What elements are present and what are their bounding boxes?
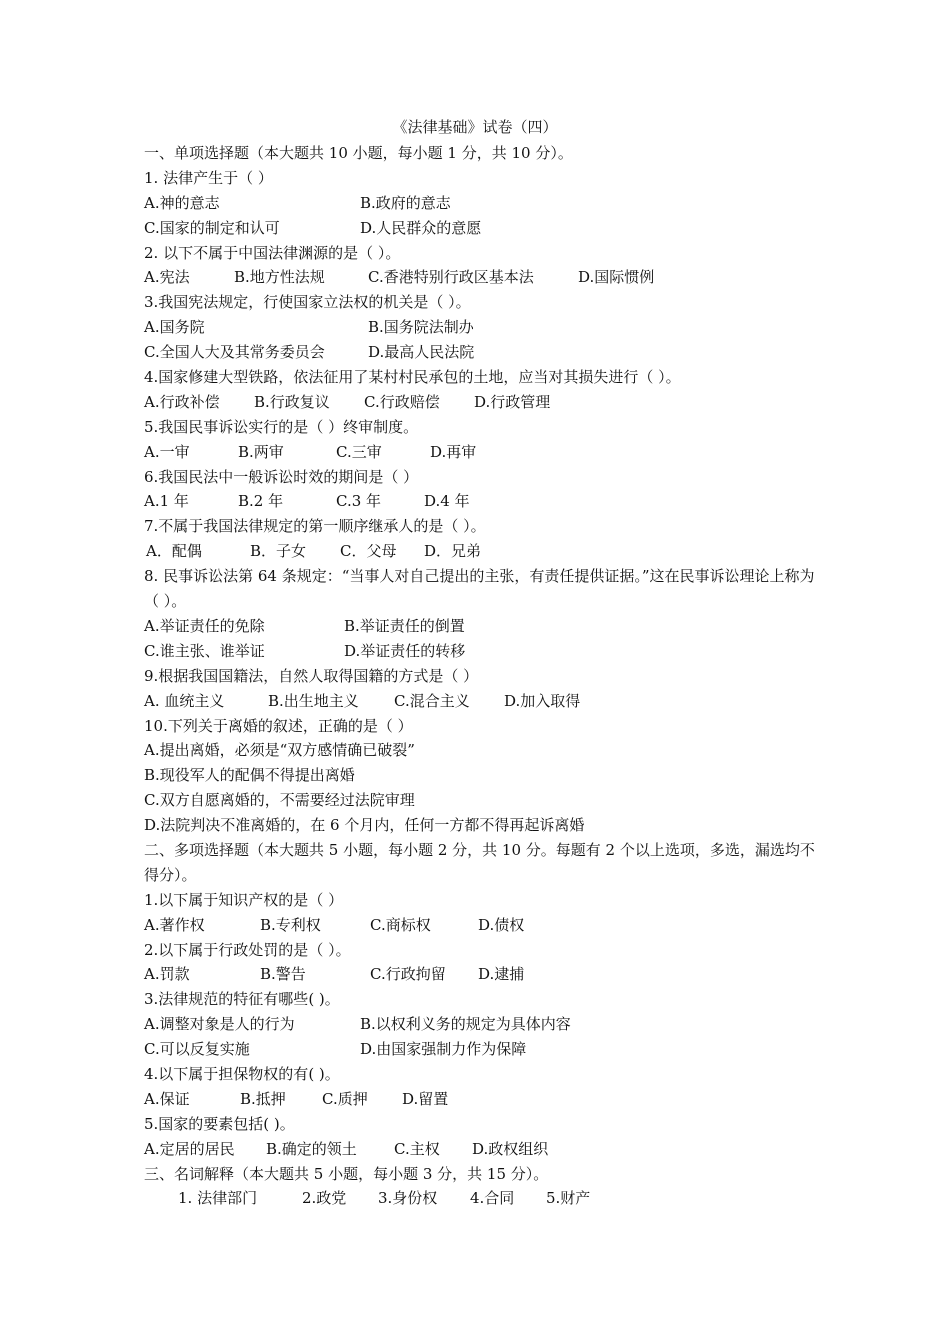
option-b: B.两审 bbox=[238, 442, 284, 461]
option-b: B.2 年 bbox=[238, 492, 284, 511]
option-c: C.国家的制定和认可 bbox=[144, 218, 280, 237]
option-a: A.调整对象是人的行为 bbox=[144, 1015, 295, 1034]
question-stem: 7.不属于我国法律规定的第一顺序继承人的是（ ）。 bbox=[144, 517, 486, 536]
options-row bbox=[144, 614, 824, 639]
options-row bbox=[144, 1137, 824, 1162]
option-a: A.宪法 bbox=[144, 268, 190, 287]
section-header-single-choice: 一、单项选择题（本大题共 10 小题，每小题 1 分，共 10 分）。 bbox=[144, 144, 573, 162]
option-d: D.由国家强制力作为保障 bbox=[360, 1040, 527, 1059]
option-c: C.商标权 bbox=[370, 915, 431, 934]
option-c: C.质押 bbox=[322, 1089, 368, 1108]
options-row bbox=[144, 489, 824, 514]
terms-row bbox=[144, 1186, 824, 1211]
option-a: A.罚款 bbox=[144, 965, 190, 984]
options-row bbox=[144, 1087, 824, 1112]
option-d: D.行政管理 bbox=[474, 392, 551, 411]
question-stem: 10.下列关于离婚的叙述，正确的是（ ） bbox=[144, 716, 413, 735]
option-b: B.以权利义务的规定为具体内容 bbox=[360, 1015, 571, 1034]
options-row bbox=[144, 440, 824, 465]
option-b: B．子女 bbox=[250, 542, 307, 561]
option-a: A.国务院 bbox=[144, 318, 205, 337]
option-d: D.政权组织 bbox=[472, 1139, 549, 1158]
option-d: D.举证责任的转移 bbox=[344, 641, 466, 660]
section-header-term-definitions: 三、名词解释（本大题共 5 小题，每小题 3 分，共 15 分）。 bbox=[144, 1164, 549, 1183]
option-a: A.著作权 bbox=[144, 915, 205, 934]
option-c: C.行政拘留 bbox=[370, 965, 446, 984]
question-stem: 1.以下属于知识产权的是（ ） bbox=[144, 890, 344, 909]
exam-content bbox=[144, 141, 824, 1211]
option-a: A.神的意志 bbox=[144, 193, 220, 212]
question-stem: 9.根据我国国籍法，自然人取得国籍的方式是（ ） bbox=[144, 666, 479, 685]
option-b: B.政府的意志 bbox=[360, 193, 451, 212]
option-d: D.最高人民法院 bbox=[368, 343, 475, 362]
option-b: B.国务院法制办 bbox=[368, 318, 474, 337]
question-stem: 2.以下属于行政处罚的是（ ）。 bbox=[144, 940, 351, 959]
option-d: D.再审 bbox=[430, 442, 477, 461]
question-stem: 2. 以下不属于中国法律渊源的是（ ）。 bbox=[144, 243, 401, 262]
options-row bbox=[144, 390, 824, 415]
page-title: 《法律基础》试卷（四） bbox=[392, 118, 558, 136]
option-c: C.混合主义 bbox=[394, 691, 470, 710]
option-a: A.提出离婚，必须是“双方感情确已破裂” bbox=[144, 741, 415, 760]
option-d: D.加入取得 bbox=[504, 691, 581, 710]
options-row bbox=[144, 1012, 824, 1037]
option-a: A.举证责任的免除 bbox=[144, 616, 265, 635]
options-row bbox=[144, 539, 824, 564]
options-row bbox=[144, 689, 824, 714]
options-row bbox=[144, 1037, 824, 1062]
options-row bbox=[144, 265, 824, 290]
options-row bbox=[144, 962, 824, 987]
option-c: C.3 年 bbox=[336, 492, 382, 511]
option-b: B.警告 bbox=[260, 965, 306, 984]
question-stem: 3.法律规范的特征有哪些( )。 bbox=[144, 990, 340, 1009]
option-d: D.国际惯例 bbox=[578, 268, 655, 287]
option-d: D.人民群众的意愿 bbox=[360, 218, 482, 237]
options-row bbox=[144, 191, 824, 216]
question-stem: 4.国家修建大型铁路，依法征用了某村村民承包的土地，应当对其损失进行（ ）。 bbox=[144, 368, 681, 387]
option-b: B.举证责任的倒置 bbox=[344, 616, 465, 635]
option-c: C.双方自愿离婚的，不需要经过法院审理 bbox=[144, 791, 415, 810]
option-a: A.定居的居民 bbox=[144, 1139, 235, 1158]
term-item: 4.合同 bbox=[470, 1189, 515, 1208]
option-d: D.债权 bbox=[478, 915, 525, 934]
option-c: C.谁主张、谁举证 bbox=[144, 641, 265, 660]
option-c: C.主权 bbox=[394, 1139, 440, 1158]
option-b: B.行政复议 bbox=[254, 392, 330, 411]
term-item: 1. 法律部门 bbox=[178, 1189, 258, 1208]
options-row bbox=[144, 315, 824, 340]
option-b: B.地方性法规 bbox=[234, 268, 325, 287]
option-b: B.专利权 bbox=[260, 915, 321, 934]
question-stem: 5.我国民事诉讼实行的是（ ）终审制度。 bbox=[144, 417, 419, 436]
option-b: B.现役军人的配偶不得提出离婚 bbox=[144, 766, 355, 785]
option-c: C．父母 bbox=[340, 542, 397, 561]
options-row bbox=[144, 913, 824, 938]
option-d: D．兄弟 bbox=[424, 542, 482, 561]
option-a: A.保证 bbox=[144, 1089, 190, 1108]
option-b: B.出生地主义 bbox=[268, 691, 359, 710]
question-stem: 8. 民事诉讼法第 64 条规定：“当事人对自己提出的主张，有责任提供证据。”这在民事诉讼理论上称为（ ）。 bbox=[144, 567, 815, 611]
option-a: A.一审 bbox=[144, 442, 190, 461]
option-c: C.香港特别行政区基本法 bbox=[368, 268, 534, 287]
option-a: A.1 年 bbox=[144, 492, 189, 511]
question-stem: 1. 法律产生于（ ） bbox=[144, 168, 273, 187]
option-d: D.法院判决不准离婚的，在 6 个月内，任何一方都不得再起诉离婚 bbox=[144, 816, 585, 835]
question-stem: 5.国家的要素包括( )。 bbox=[144, 1114, 295, 1133]
option-c: C.可以反复实施 bbox=[144, 1040, 250, 1059]
question-stem: 3.我国宪法规定，行使国家立法权的机关是（ ）。 bbox=[144, 293, 471, 312]
options-row bbox=[144, 639, 824, 664]
option-c: C.全国人大及其常务委员会 bbox=[144, 343, 325, 362]
term-item: 3.身份权 bbox=[378, 1189, 438, 1208]
question-stem: 4.以下属于担保物权的有( )。 bbox=[144, 1065, 340, 1084]
option-b: B.抵押 bbox=[240, 1089, 286, 1108]
option-d: D.4 年 bbox=[424, 492, 470, 511]
option-a: A.行政补偿 bbox=[144, 392, 220, 411]
option-a: A. 血统主义 bbox=[144, 691, 225, 710]
options-row bbox=[144, 216, 824, 241]
option-d: D.逮捕 bbox=[478, 965, 525, 984]
options-row bbox=[144, 340, 824, 365]
section-header-multiple-choice: 二、多项选择题（本大题共 5 小题，每小题 2 分，共 10 分。每题有 2 个以上选项，多选，漏选均不得分）。 bbox=[144, 840, 815, 884]
option-d: D.留置 bbox=[402, 1089, 449, 1108]
question-stem: 6.我国民法中一般诉讼时效的期间是（ ） bbox=[144, 467, 419, 486]
option-c: C.行政赔偿 bbox=[364, 392, 440, 411]
term-item: 2.政党 bbox=[302, 1189, 347, 1208]
option-a: A．配偶 bbox=[146, 542, 202, 561]
option-b: B.确定的领土 bbox=[266, 1139, 357, 1158]
term-item: 5.财产 bbox=[546, 1189, 591, 1208]
option-c: C.三审 bbox=[336, 442, 382, 461]
